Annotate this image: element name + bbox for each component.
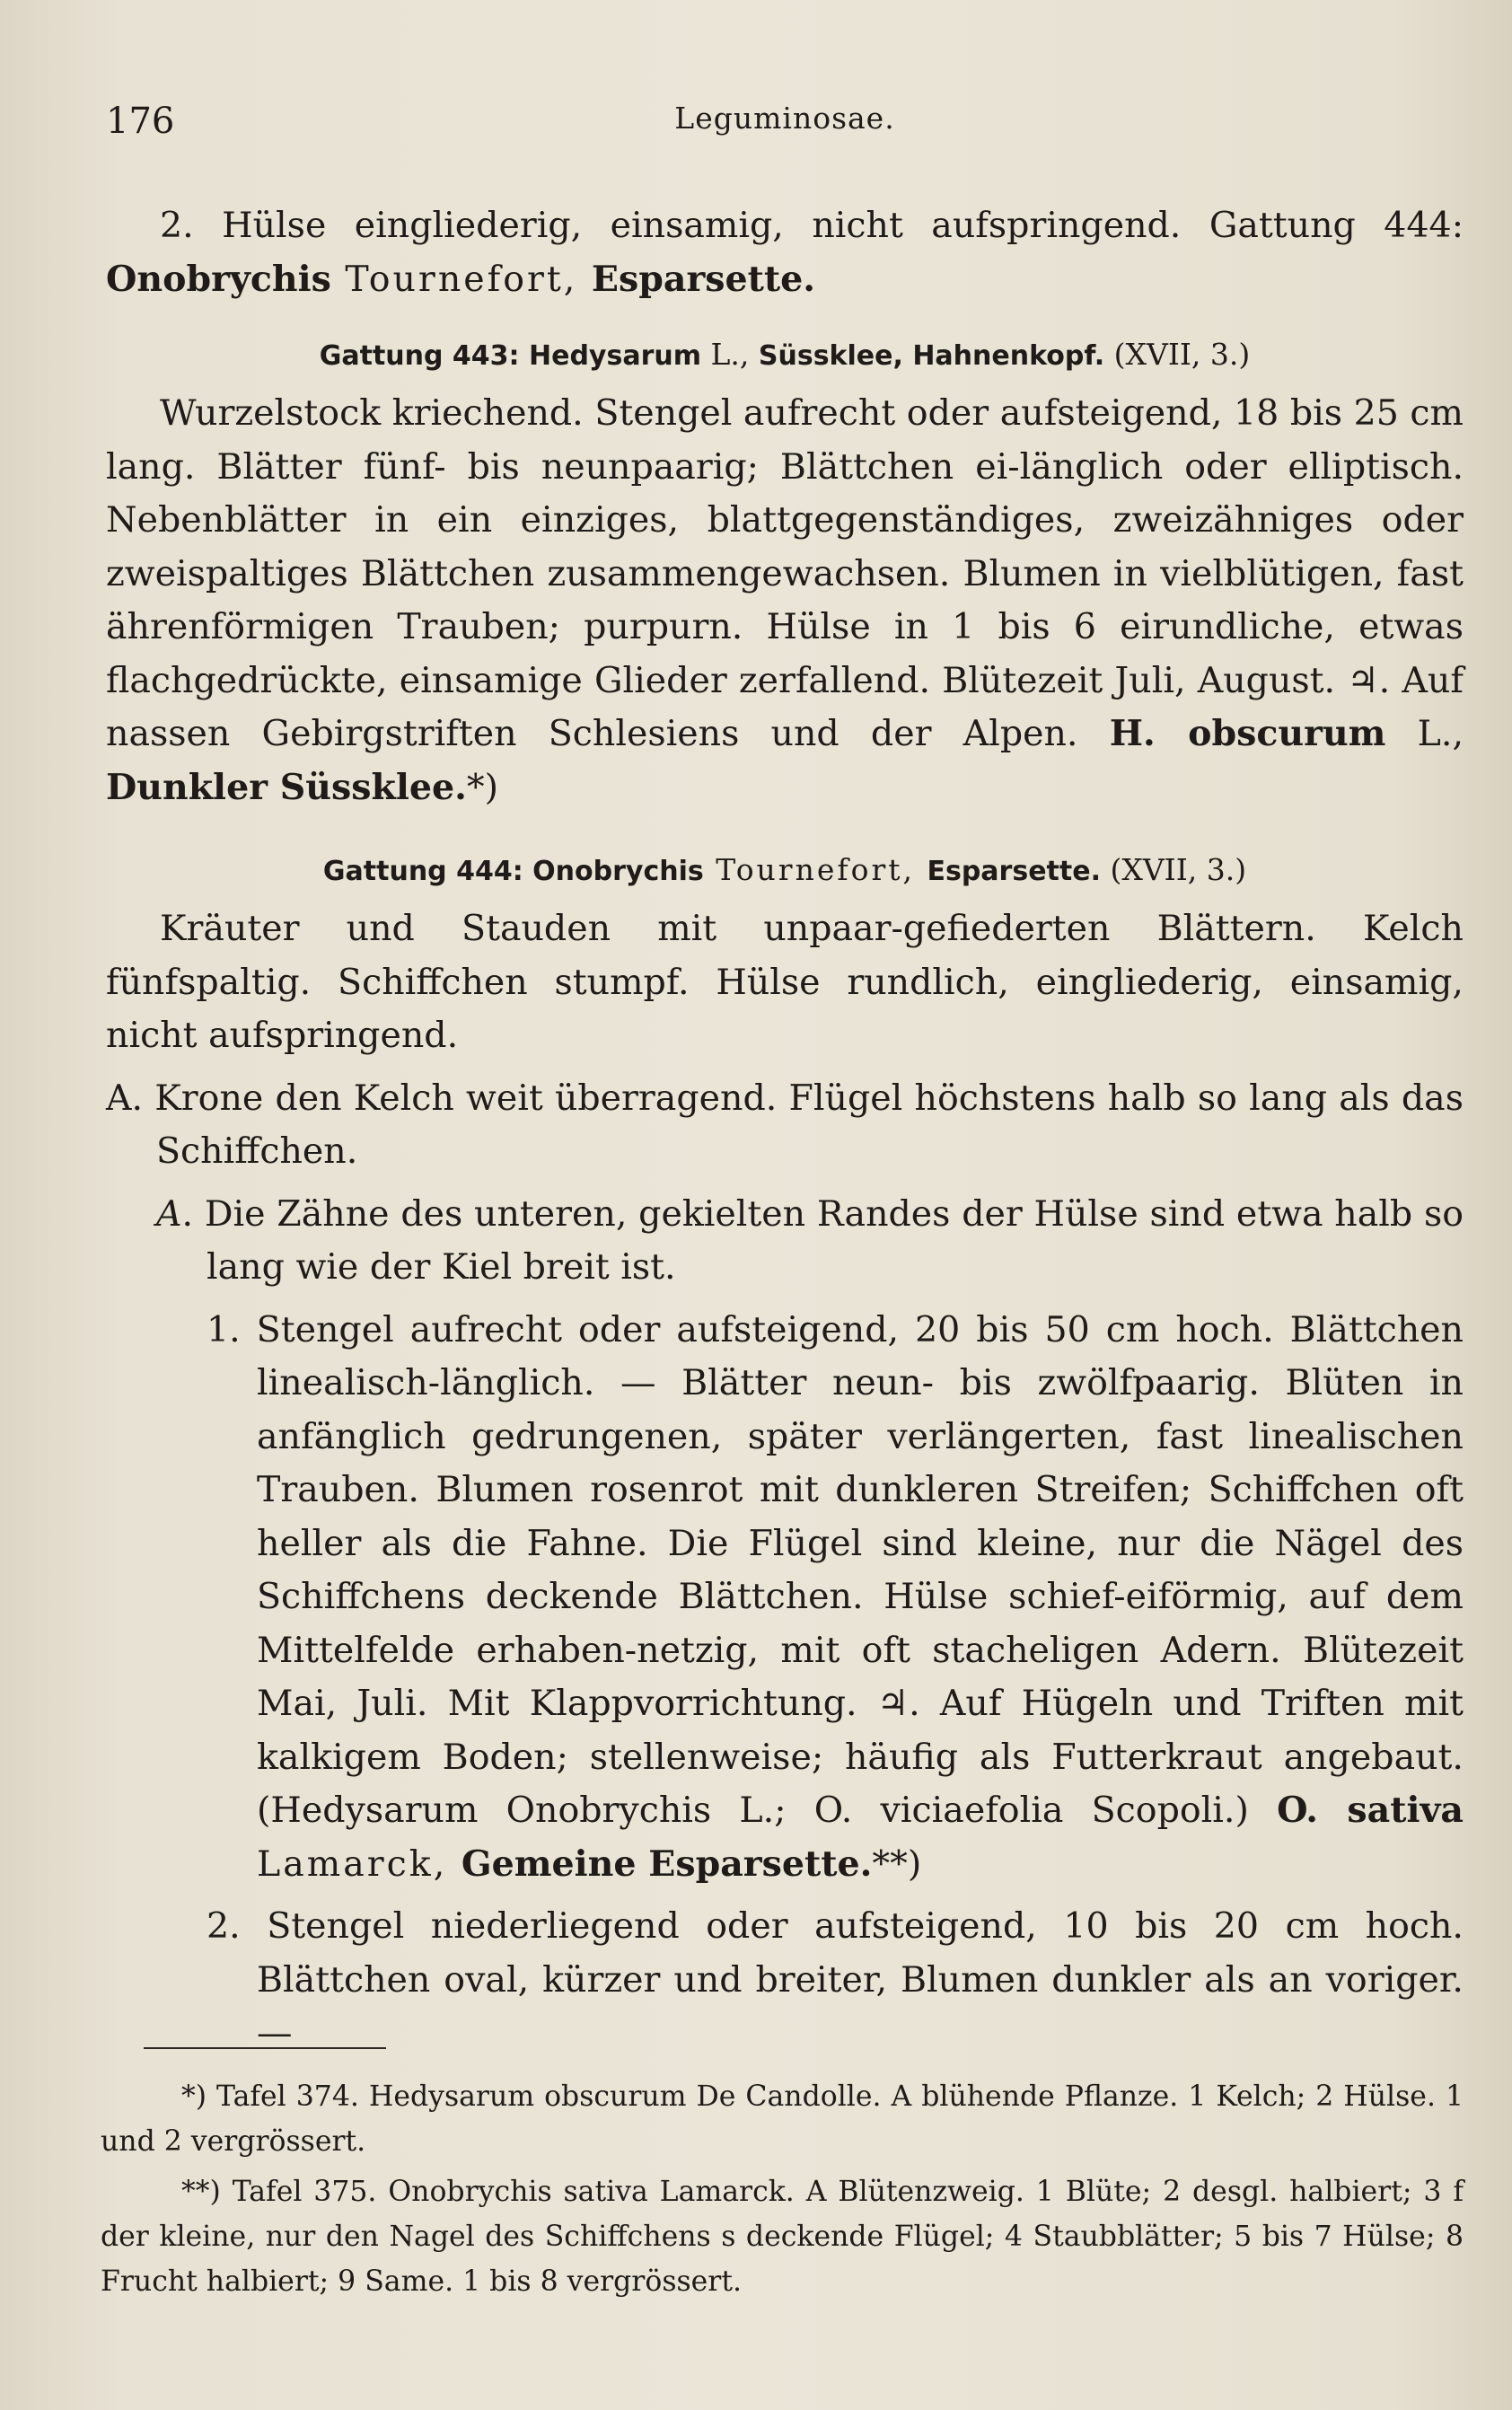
genus-444-description: Kräuter und Stauden mit unpaar-gefiederten Blättern. Kelch fünfspaltig. Schiffchen stumpf. Hülse rundlich, eingliederig, einsamig, nicht aufspringend. [106, 908, 1464, 1056]
intro-paragraph [106, 199, 1464, 306]
genus-443-ref: (XVII, 3.) [1104, 337, 1251, 372]
footnote-2: **) Tafel 375. Onobrychis sativa Lamarck. A Blütenzweig. 1 Blüte; 2 desgl. halbiert; 3 f der kleine, nur den Nagel des Schiffchens s deckende Flügel; 4 Staubblätter; 5 bis 7 Hülse; 8 Frucht halbiert; 9 Same. 1 bis 8 vergrössert. [101, 2176, 1464, 2298]
genus-443-author: L., [701, 337, 759, 372]
key-item-1 [106, 1304, 1464, 1892]
species-o-sativa-common: Gemeine Esparsette. [461, 1843, 873, 1885]
footnote-ref-1[interactable]: *) [466, 766, 499, 808]
main-text [106, 199, 1464, 2061]
key-item-2: 2. Stengel niederliegend oder aufsteigend, 10 bis 20 cm hoch. Blättchen oval, kürzer und breiter, Blumen dunkler als an voriger. — [207, 1905, 1464, 2054]
genus-444-ref: (XVII, 3.) [1100, 852, 1247, 887]
genus-444-heading [106, 847, 1464, 895]
key-a-sub: 𝐴. Die Zähne des unteren, gekielten Randes der Hülse sind etwa halb so lang wie der Kiel breit ist. [156, 1192, 1464, 1288]
genus-443-common: Süssklee, Hahnenkopf. [758, 340, 1105, 372]
species-o-sativa-author: Lamarck, [257, 1843, 462, 1885]
footnote-1: *) Tafel 374. Hedysarum obscurum De Candolle. A blühende Pflanze. 1 Kelch; 2 Hülse. 1 und 2 vergrössert. [101, 2080, 1464, 2158]
key-a: A. Krone den Kelch weit überragend. Flügel höchstens halb so lang als das Schiffchen. [106, 1077, 1464, 1172]
species-h-obscurum: H. obscurum [1109, 713, 1386, 754]
footnote-ref-2[interactable]: **) [872, 1843, 922, 1885]
footnote-divider [144, 2047, 386, 2049]
genus-443-text: Wurzelstock kriechend. Stengel aufrecht oder aufsteigend, 18 bis 25 cm lang. Blätter fünf- bis neunpaarig; Blättchen ei-länglich oder elliptisch. Nebenblätter in ein einziges, blattgegenständiges, zweizähniges oder zweispaltiges Blättchen zusammengewachsen. Blumen in vielblütigen, fast ährenförmigen Trauben; purpurn. Hülse in 1 bis 6 eirundliche, etwas flachgedrückte, einsamige Glieder zerfallend. Blütezeit Juli, August. ♃. Auf nassen Gebirgstriften Schlesiens und der Alpen. [106, 392, 1464, 754]
running-head [106, 101, 1464, 154]
species-h-obscurum-author: L., [1385, 713, 1464, 754]
genus-443-description [106, 387, 1464, 814]
genus-444-common: Esparsette. [927, 856, 1101, 887]
intro-author: Tournefort, [330, 258, 592, 300]
genus-444-title: Gattung 444: Onobrychis [322, 856, 704, 887]
genus-443-heading [106, 331, 1464, 380]
item-1-text: 1. Stengel aufrecht oder aufsteigend, 20 bis 50 cm hoch. Blättchen linealisch-länglich. — Blätter neun- bis zwölfpaarig. Blüten in anfänglich gedrungenen, später verlängerten, fast linealischen Trauben. Blumen rosenrot mit dunkleren Streifen; Schiffchen oft heller als die Fahne. Die Flügel sind kleine, nur die Nägel des Schiffchens deckende Blättchen. Hülse schief-eiförmig, auf dem Mittelfelde erhaben-netzig, mit oft stacheligen Adern. Blütezeit Mai, Juli. Mit Klappvorrichtung. ♃. Auf Hügeln und Triften mit kalkigem Boden; stellenweise; häufig als Futterkraut angebaut. (Hedysarum Onobrychis L.; O. viciaefolia Scopoli.) [207, 1308, 1464, 1831]
species-h-obscurum-common: Dunkler Süssklee. [106, 766, 467, 808]
intro-genus-name: Onobrychis [106, 258, 331, 300]
genus-444-author: Tournefort, [703, 852, 927, 887]
species-o-sativa: O. sativa [1277, 1790, 1464, 1831]
intro-text: 2. Hülse eingliederig, einsamig, nicht aufspringend. Gattung 444: [160, 205, 1464, 246]
genus-443-title: Gattung 443: Hedysarum [319, 340, 701, 372]
running-title: Leguminosae. [674, 101, 895, 136]
page-number: 176 [106, 101, 175, 142]
intro-common-name: Esparsette. [591, 258, 816, 300]
footnotes [101, 2074, 1464, 2309]
